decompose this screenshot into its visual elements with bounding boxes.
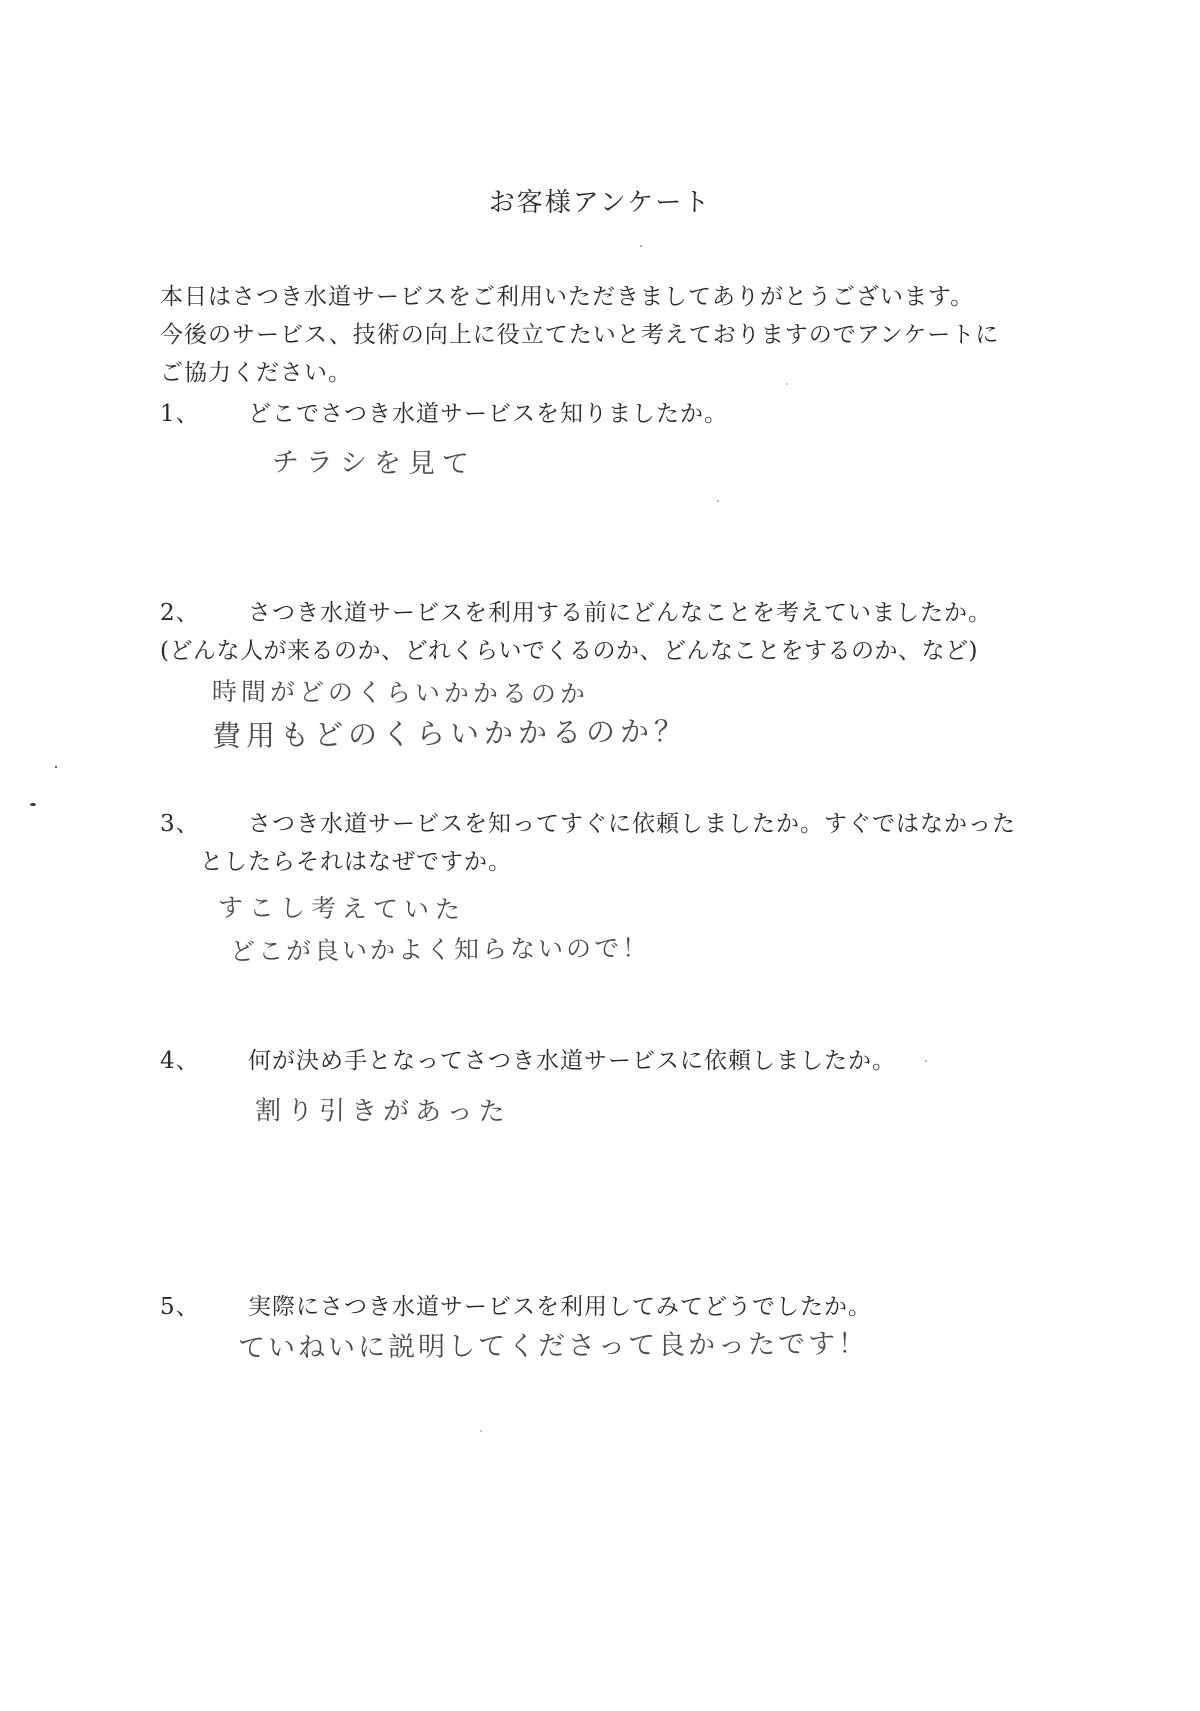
question-text: どこでさつき水道サービスを知りましたか。 — [248, 401, 728, 427]
question-text: さつき水道サービスを利用する前にどんなことを考えていましたか。 — [248, 600, 992, 626]
question-3 — [160, 805, 1016, 881]
scan-speck — [480, 1430, 482, 1432]
handwritten-answer: どこが良いかよく知らないので！ — [229, 933, 651, 966]
question-4 — [160, 1042, 896, 1080]
intro-line: ご協力ください。 — [160, 360, 352, 386]
scan-speck — [55, 766, 57, 768]
question-number: 5、 — [160, 1294, 200, 1320]
question-1 — [160, 395, 728, 433]
question-note: (どんな人が来るのか、どれくらいでくるのか、どんなことをするのか、など) — [160, 638, 978, 664]
scan-speck — [717, 500, 719, 502]
question-number: 1、 — [160, 401, 200, 427]
scan-speck — [640, 245, 642, 247]
intro-text — [160, 278, 1060, 392]
question-number: 4、 — [160, 1048, 200, 1074]
question-text: 何が決め手となってさつき水道サービスに依頼しましたか。 — [248, 1048, 896, 1074]
question-5 — [160, 1288, 872, 1326]
handwritten-answer: チラシを見て — [271, 447, 477, 480]
question-2 — [160, 594, 992, 632]
question-number: 3、 — [160, 811, 200, 837]
scan-speck — [786, 383, 788, 385]
scan-speck — [925, 1060, 927, 1062]
handwritten-answer: 割り引きがあった — [254, 1096, 511, 1128]
question-number: 2、 — [160, 600, 200, 626]
scan-speck — [30, 803, 36, 806]
question-text: 実際にさつき水道サービスを利用してみてどうでしたか。 — [248, 1294, 872, 1320]
handwritten-answer: 費用もどのくらいかかるのか？ — [211, 714, 689, 753]
page-title: お客様アンケート — [488, 188, 712, 218]
intro-line: 本日はさつき水道サービスをご利用いただきましてありがとうございます。 — [160, 284, 975, 310]
question-text: さつき水道サービスを知ってすぐに依頼しましたか。すぐではなかった — [248, 811, 1016, 837]
handwritten-answer: すこし考えていた — [217, 893, 467, 925]
handwritten-answer: ていねいに説明してくださって良かったです！ — [237, 1328, 869, 1364]
question-text-continued: としたらそれはなぜですか。 — [200, 849, 512, 875]
intro-line: 今後のサービス、技術の向上に役立てたいと考えておりますのでアンケートに — [160, 322, 1000, 348]
handwritten-answer: 時間がどのくらいかかるのか — [211, 677, 590, 709]
